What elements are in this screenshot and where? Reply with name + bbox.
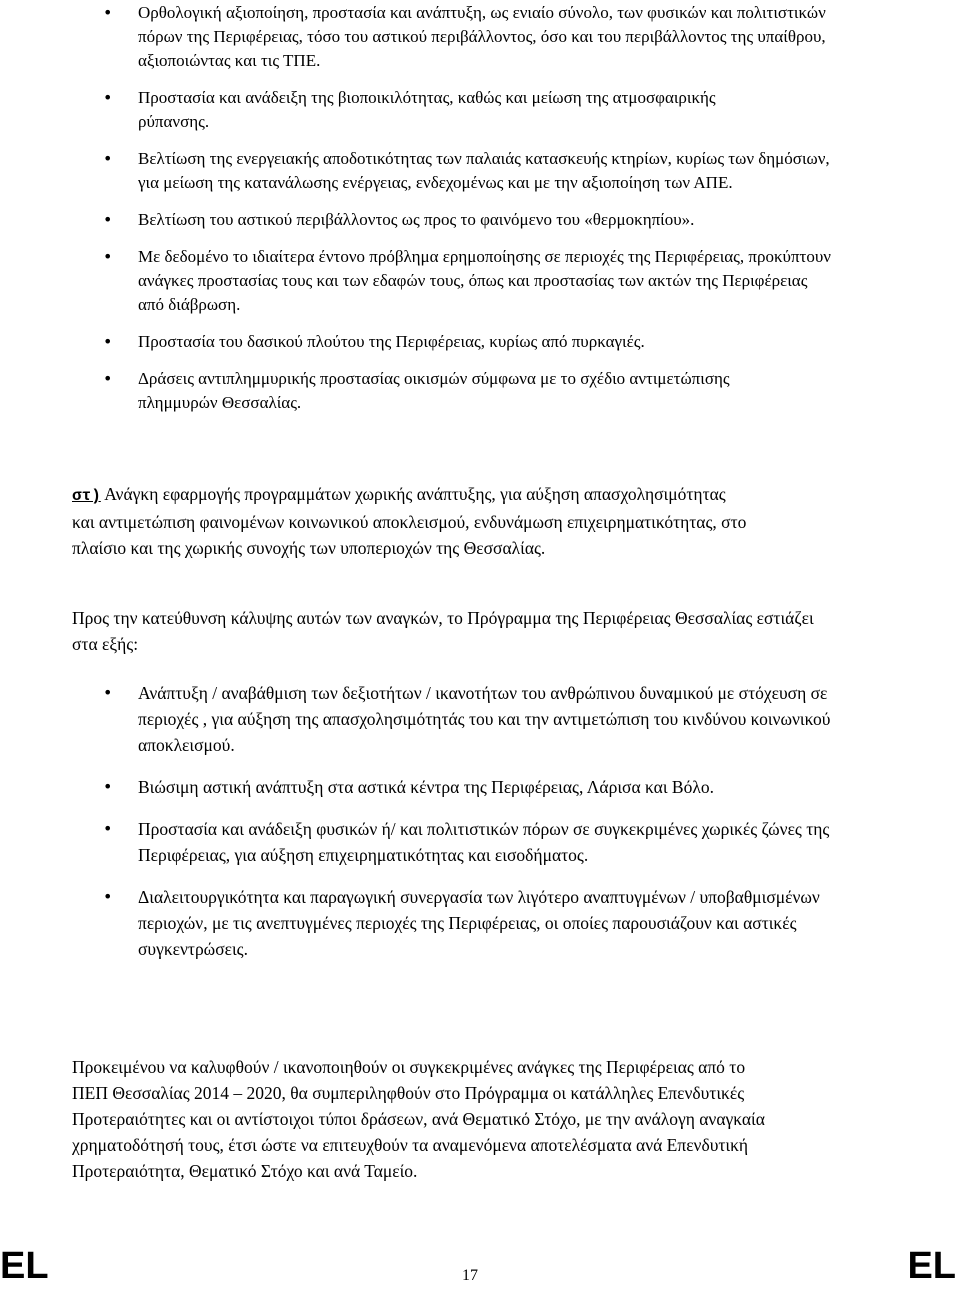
list-item-text: Προστασία και ανάδειξη φυσικών ή/ και πολιτιστικών πόρων σε συγκεκριμένες χωρικές ζώνες της Περιφέρειας, για αύξηση επιχειρηματικότητας και εισοδήματος. [138,819,830,865]
list-item [0,147,838,195]
list-item [0,774,798,800]
bullet-icon: • [103,777,113,796]
list-item-text: Δράσεις αντιπλημμυρικής προστασίας οικισμών σύμφωνα με το σχέδιο αντιμετώπισης πλημμυρών Θεσσαλίας. [138,369,730,412]
bullet-icon: • [103,332,113,351]
list-item [0,245,833,317]
bullet-icon: • [103,247,113,266]
footer-language-code-left: EL [0,1245,49,1287]
list-item-text: Προστασία του δασικού πλούτου της Περιφέρειας, κυρίως από πυρκαγιές. [138,332,645,351]
list-item-text: Με δεδομένο το ιδιαίτερα έντονο πρόβλημα ερημοποίησης σε περιοχές της Περιφέρειας, προκύπτουν ανάγκες προστασίας τους και των εδαφών τους, όπως και προστασίας των ακτών της Περιφέρειας από διάβρωση. [138,247,831,314]
bullet-icon: • [103,210,113,229]
bullet-icon: • [103,88,113,107]
list-item-text: Ορθολογική αξιοποίηση, προστασία και ανάπτυξη, ως ενιαίο σύνολο, των φυσικών και πολιτιστικών πόρων της Περιφέρειας, τόσο του αστικού περιβάλλοντος, όσο και του περιβάλλοντος της υπαίθρου, αξιοποιώντας και τις ΤΠΕ. [138,3,826,70]
bullet-icon: • [103,369,113,388]
bullet-icon: • [103,3,113,22]
closing-paragraph: Προκειμένου να καλυφθούν / ικανοποιηθούν οι συγκεκριμένες ανάγκες της Περιφέρειας από το ΠΕΠ Θεσσαλίας 2014 – 2020, θα συμπεριληφθούν στο Πρόγραμμα οι κατάλληλες Επενδυτικές Προτεραιότητες και οι αντίστοιχοι τύποι δράσεων, ανά Θεματικό Στόχο, με την ανάλογη αναγκαία χρηματοδότησή τους, έτσι ώστε να επιτευχθούν τα αναμενόμενα αποτελέσματα ανά Επενδυτική Προτεραιότητα, Θεματικό Στόχο και ανά Ταμείο. [72,1057,765,1181]
list-item [0,816,833,868]
list-item-text: Προστασία και ανάδειξη της βιοποικιλότητας, καθώς και μείωση της ατμοσφαιρικής ρύπανσης. [138,88,716,131]
bullet-icon: • [103,149,113,168]
list-item [0,208,858,232]
intro-paragraph: Προς την κατεύθυνση κάλυψης αυτών των αναγκών, το Πρόγραμμα της Περιφέρειας Θεσσαλίας εστιάζει στα εξής: [72,608,814,654]
bullet-icon: • [103,887,113,906]
list-item-text: Βελτίωση της ενεργειακής αποδοτικότητας των παλαιάς κατασκευής κτηρίων, κυρίως των δημόσιων, για μείωση της κατανάλωσης ενέργειας, ενδεχομένως και με την αξιοποίηση των ΑΠΕ. [138,149,830,192]
list-item-text: Βιώσιμη αστική ανάπτυξη στα αστικά κέντρα της Περιφέρειας, Λάρισα και Βόλο. [138,777,714,797]
list-item-text: Διαλειτουργικότητα και παραγωγική συνεργασία των λιγότερο αναπτυγμένων / υποβαθμισμένων περιοχών, με τις ανεπτυγμένες περιοχές της Περιφέρειας, οι οποίες παρουσιάζουν και αστικές συγκεντρώσεις. [138,887,820,959]
section-st-paragraph [72,481,752,561]
list-item [0,884,838,962]
list-item-text: Ανάπτυξη / αναβάθμιση των δεξιοτήτων / ικανοτήτων του ανθρώπινου δυναμικού με στόχευση σε περιοχές , για αύξηση της απασχολησιμότητάς του και την αντιμετώπιση του κινδύνου κοινωνικού αποκλεισμού. [138,683,831,755]
bullet-icon: • [103,683,113,702]
focus-bullet-list [0,680,960,978]
list-item [0,367,778,415]
list-item [0,330,838,354]
section-st-label: στ) [72,487,101,505]
list-item-text: Βελτίωση του αστικού περιβάλλοντος ως προς το φαινόμενο του «θερμοκηπίου». [138,210,695,229]
page-number: 17 [462,1267,478,1284]
bullet-icon: • [103,819,113,838]
needs-bullet-list [0,1,960,428]
list-item [0,680,850,758]
section-st-text: Ανάγκη εφαρμογής προγραμμάτων χωρικής ανάπτυξης, για αύξηση απασχολησιμότητας και αντιμετώπιση φαινομένων κοινωνικού αποκλεισμού, ενδυνάμωση επιχειρηματικότητας, στο πλαίσιο και της χωρικής συνοχής των υποπεριοχών της Θεσσαλίας. [72,484,747,558]
footer-language-code-right: EL [907,1245,956,1287]
list-item [0,1,828,73]
list-item [0,86,758,134]
